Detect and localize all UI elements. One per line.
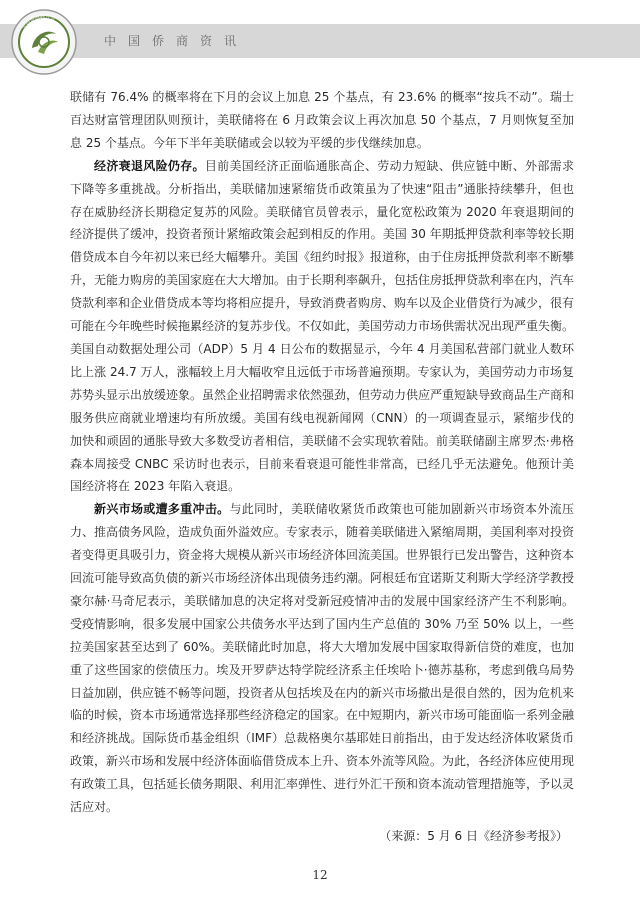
paragraph-2 [70, 155, 574, 499]
paragraph-3-text: 与此同时，美联储收紧货币政策也可能加剧新兴市场资本外流压力、推高债务风险，造成负面外溢效应。专家表示，随着美联储进入紧缩周期，美国利率对投资者变得更具吸引力，资金将大规模从新兴市场经济体回流美国。世界银行已发出警告，这种资本回流可能导致高负债的新兴市场经济体出现债务违约潮。阿根廷布宜诺斯艾利斯大学经济学教授豪尔赫·马奇尼表示，美联储加息的决定将对受新冠疫情冲击的发展中国家经济产生不利影响。受疫情影响，很多发展中国家公共债务水平达到了国内生产总值的 30% 乃至 50% 以上，一些拉美国家甚至达到了 60%。美联储此时加息，将大大增加发展中国家取得新信贷的难度，也加重了这些国家的偿债压力。埃及开罗萨达特学院经济系主任埃哈卜·德苏基称，考虑到俄乌局势日益加剧，供应链不畅等问题，投资者从包括埃及在内的新兴市场撤出是很自然的，因为危机来临的时候，资本市场通常选择那些经济稳定的国家。在中短期内，新兴市场可能面临一系列金融和经济挑战。国际货币基金组织（IMF）总裁格奥尔基耶娃日前指出，由于发达经济体收紧货币政策，新兴市场和发展中经济体面临借贷成本上升、资本外流等风险。为此，各经济体应使用现有政策工具，包括延长债务期限、利用汇率弹性、进行外汇干预和资本流动管理措施等，予以灵活应对。 [70, 502, 575, 815]
article-source: （来源：5 月 6 日《经济参考报》） [379, 829, 568, 843]
journal-logo [10, 8, 78, 76]
page-number: 12 [312, 868, 328, 882]
paragraph-3 [70, 498, 574, 819]
paragraph-2-heading: 经济衰退风险仍存。 [94, 158, 205, 173]
journal-title: 中国侨商资讯 [104, 34, 249, 48]
paragraph-2-text: 目前美国经济正面临通胀高企、劳动力短缺、供应链中断、外部需求下降等多重挑战。分析指出，美联储加速紧缩货币政策虽为了快速“阻击”通胀持续攀升，但也存在威胁经济长期稳定复苏的风险。美联储官员曾表示，量化宽松政策为 2020 年衰退期间的经济提供了缓冲，投资者预计紧缩政策会起到相反的作用。美国 30 年期抵押贷款利率等较长期借贷成本自今年初以来已经大幅攀升。美国《纽约时报》报道称，由于住房抵押贷款利率不断攀升，无能力购房的美国家庭在大大增加。由于长期利率飙升，包括住房抵押贷款利率在内，汽车贷款利率和企业借贷成本等均将相应提升，导致消费者购房、购车以及企业借贷行为减少，很有可能在今年晚些时候拖累经济的复苏步伐。不仅如此，美国劳动力市场供需状况出现严重失衡。美国自动数据处理公司（ADP）5 月 4 日公布的数据显示，今年 4 月美国私营部门就业人数环比上涨 24.7 万人，涨幅较上月大幅收窄且远低于市场普遍预期。专家认为，美国劳动力市场复苏势头显示出放缓迹象。虽然企业招聘需求依然强劲，但劳动力供应严重短缺导致商品生产商和服务供应商就业增速均有所放缓。美国有线电视新闻网（CNN）的一项调查显示，紧缩步伐的加快和顽固的通胀导致大多数受访者相信，美联储不会实现软着陆。前美联储副主席罗杰·弗格森本周接受 CNBC 采访时也表示，目前来看衰退可能性非常高，已经几乎无法避免。他预计美国经济将在 2023 年陷入衰退。 [70, 158, 575, 494]
logo-lettering: 中国侨商联合会 [20, 13, 57, 31]
paragraph-1: 联储有 76.4% 的概率将在下月的会议上加息 25 个基点，有 23.6% 的概率“按兵不动”。瑞士百达财富管理团队则预计，美联储将在 6 月政策会议上再次加息 50 个基点，7 月则恢复至加息 25 个基点。今年下半年美联储或会以较为平缓的步伐继续加息。 [70, 90, 574, 150]
paragraph-3-heading: 新兴市场或遭多重冲击。 [94, 502, 230, 517]
article-body [70, 86, 574, 819]
header-band [0, 24, 640, 58]
